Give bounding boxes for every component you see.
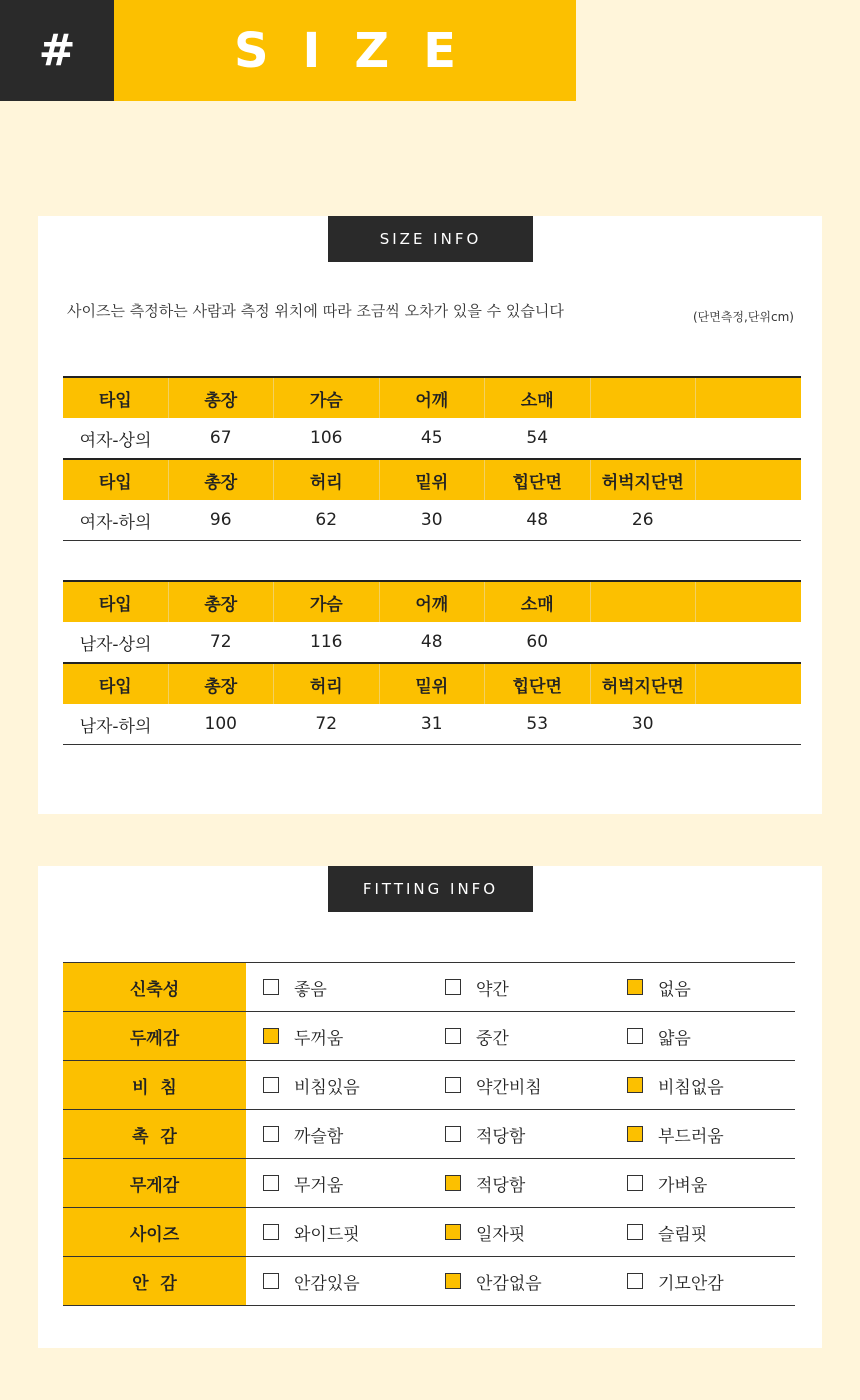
option-text: 약간 bbox=[476, 979, 509, 1000]
checkbox-unchecked-icon bbox=[445, 979, 461, 995]
table-row bbox=[63, 704, 801, 745]
header-cell: 밑위 bbox=[379, 663, 485, 704]
option-wrapper bbox=[263, 1073, 428, 1098]
header-cell: 밑위 bbox=[379, 459, 485, 500]
fitting-info-label: FITTING INFO bbox=[328, 866, 533, 912]
checkbox-checked-icon bbox=[445, 1273, 461, 1289]
value-cell bbox=[696, 622, 801, 663]
checkbox-checked-icon bbox=[627, 979, 643, 995]
checkbox-checked-icon bbox=[627, 1077, 643, 1093]
option-text: 부드러움 bbox=[658, 1126, 724, 1147]
option-wrapper bbox=[445, 1024, 610, 1049]
checkbox-checked-icon bbox=[445, 1224, 461, 1240]
option-text: 까슬함 bbox=[294, 1126, 344, 1147]
fitting-row bbox=[63, 1159, 795, 1208]
value-cell: 100 bbox=[168, 704, 274, 745]
fitting-label: 무게감 bbox=[63, 1159, 246, 1208]
fitting-label: 비 침 bbox=[63, 1061, 246, 1110]
header-cell: 타입 bbox=[63, 377, 168, 418]
fitting-row bbox=[63, 963, 795, 1012]
fitting-option bbox=[610, 1159, 795, 1208]
value-cell: 여자-상의 bbox=[63, 418, 168, 459]
fitting-label: 신축성 bbox=[63, 963, 246, 1012]
option-text: 안감있음 bbox=[294, 1273, 360, 1294]
option-text: 무거움 bbox=[294, 1175, 344, 1196]
value-cell: 106 bbox=[274, 418, 380, 459]
header-cell: 허리 bbox=[274, 663, 380, 704]
checkbox-unchecked-icon bbox=[263, 1126, 279, 1142]
fitting-option bbox=[610, 1257, 795, 1306]
checkbox-checked-icon bbox=[445, 1175, 461, 1191]
option-wrapper bbox=[627, 1269, 795, 1294]
checkbox-unchecked-icon bbox=[627, 1224, 643, 1240]
fitting-table bbox=[63, 962, 795, 1306]
checkbox-unchecked-icon bbox=[627, 1175, 643, 1191]
option-text: 없음 bbox=[658, 979, 691, 1000]
fitting-option bbox=[428, 1257, 610, 1306]
fitting-option bbox=[428, 1110, 610, 1159]
option-wrapper bbox=[445, 1073, 610, 1098]
option-text: 가벼움 bbox=[658, 1175, 708, 1196]
fitting-row bbox=[63, 1110, 795, 1159]
fitting-label: 안 감 bbox=[63, 1257, 246, 1306]
value-cell: 31 bbox=[379, 704, 485, 745]
table-row bbox=[63, 500, 801, 541]
header-cell: 가슴 bbox=[274, 581, 380, 622]
fitting-option bbox=[428, 1061, 610, 1110]
option-wrapper bbox=[445, 1220, 610, 1245]
option-text: 좋음 bbox=[294, 979, 327, 1000]
table-header-row bbox=[63, 459, 801, 500]
value-cell bbox=[696, 704, 801, 745]
header-cell: 어깨 bbox=[379, 377, 485, 418]
value-cell: 53 bbox=[485, 704, 591, 745]
men-size-table bbox=[63, 580, 801, 745]
option-wrapper bbox=[445, 1269, 610, 1294]
table-row bbox=[63, 418, 801, 459]
value-cell bbox=[590, 622, 696, 663]
checkbox-unchecked-icon bbox=[627, 1273, 643, 1289]
value-cell: 48 bbox=[485, 500, 591, 541]
header-cell: 힙단면 bbox=[485, 663, 591, 704]
fitting-option bbox=[610, 1208, 795, 1257]
option-text: 비침없음 bbox=[658, 1077, 724, 1098]
option-text: 두꺼움 bbox=[294, 1028, 344, 1049]
header-cell: 힙단면 bbox=[485, 459, 591, 500]
checkbox-unchecked-icon bbox=[263, 1077, 279, 1093]
value-cell: 26 bbox=[590, 500, 696, 541]
size-info-label: SIZE INFO bbox=[328, 216, 533, 262]
header-cell bbox=[696, 377, 801, 418]
fitting-label: 두께감 bbox=[63, 1012, 246, 1061]
option-text: 기모안감 bbox=[658, 1273, 724, 1294]
checkbox-unchecked-icon bbox=[263, 1273, 279, 1289]
header-cell: 총장 bbox=[168, 663, 274, 704]
size-unit: (단면측정,단위cm) bbox=[692, 310, 794, 324]
value-cell: 48 bbox=[379, 622, 485, 663]
fitting-option bbox=[428, 1012, 610, 1061]
size-note: 사이즈는 측정하는 사람과 측정 위치에 따라 조금씩 오차가 있을 수 있습니다 bbox=[67, 302, 564, 320]
fitting-option bbox=[246, 963, 428, 1012]
fitting-option bbox=[610, 1110, 795, 1159]
header-cell: 총장 bbox=[168, 581, 274, 622]
value-cell: 72 bbox=[168, 622, 274, 663]
table-header-row bbox=[63, 377, 801, 418]
value-cell: 116 bbox=[274, 622, 380, 663]
header-cell: 허벅지단면 bbox=[590, 459, 696, 500]
checkbox-checked-icon bbox=[263, 1028, 279, 1044]
option-wrapper bbox=[445, 1122, 610, 1147]
value-cell: 30 bbox=[590, 704, 696, 745]
value-cell: 30 bbox=[379, 500, 485, 541]
option-text: 비침있음 bbox=[294, 1077, 360, 1098]
checkbox-checked-icon bbox=[627, 1126, 643, 1142]
option-text: 슬림핏 bbox=[658, 1224, 708, 1245]
option-wrapper bbox=[445, 975, 610, 1000]
fitting-option bbox=[246, 1110, 428, 1159]
value-cell: 96 bbox=[168, 500, 274, 541]
header-cell: 총장 bbox=[168, 459, 274, 500]
fitting-label: 사이즈 bbox=[63, 1208, 246, 1257]
option-text: 와이드핏 bbox=[294, 1224, 360, 1245]
option-text: 적당함 bbox=[476, 1175, 526, 1196]
header-cell: 총장 bbox=[168, 377, 274, 418]
fitting-option bbox=[246, 1061, 428, 1110]
header-cell: 어깨 bbox=[379, 581, 485, 622]
value-cell bbox=[696, 500, 801, 541]
header-cell bbox=[696, 663, 801, 704]
table-header-row bbox=[63, 581, 801, 622]
option-text: 얇음 bbox=[658, 1028, 691, 1049]
header-cell: 허벅지단면 bbox=[590, 663, 696, 704]
option-wrapper bbox=[263, 1024, 428, 1049]
value-cell: 60 bbox=[485, 622, 591, 663]
table-row bbox=[63, 622, 801, 663]
size-info-card bbox=[38, 216, 822, 814]
fitting-row bbox=[63, 1257, 795, 1306]
header-cell: 타입 bbox=[63, 581, 168, 622]
option-wrapper bbox=[263, 1122, 428, 1147]
header-cell bbox=[696, 459, 801, 500]
header-cell: 허리 bbox=[274, 459, 380, 500]
table-header-row bbox=[63, 663, 801, 704]
option-wrapper bbox=[263, 1171, 428, 1196]
fitting-option bbox=[428, 1208, 610, 1257]
checkbox-unchecked-icon bbox=[445, 1126, 461, 1142]
option-wrapper bbox=[627, 1122, 795, 1147]
header-cell: 소매 bbox=[485, 581, 591, 622]
value-cell: 54 bbox=[485, 418, 591, 459]
value-cell bbox=[696, 418, 801, 459]
fitting-info-card bbox=[38, 866, 822, 1348]
option-wrapper bbox=[627, 975, 795, 1000]
fitting-option bbox=[610, 1012, 795, 1061]
value-cell: 45 bbox=[379, 418, 485, 459]
header-cell: 타입 bbox=[63, 459, 168, 500]
value-cell: 남자-하의 bbox=[63, 704, 168, 745]
women-size-table bbox=[63, 376, 801, 541]
option-text: 일자핏 bbox=[476, 1224, 526, 1245]
fitting-row bbox=[63, 1061, 795, 1110]
fitting-option bbox=[610, 963, 795, 1012]
option-wrapper bbox=[263, 1220, 428, 1245]
header-cell: 소매 bbox=[485, 377, 591, 418]
fitting-option bbox=[246, 1257, 428, 1306]
checkbox-unchecked-icon bbox=[627, 1028, 643, 1044]
checkbox-unchecked-icon bbox=[263, 979, 279, 995]
fitting-option bbox=[428, 963, 610, 1012]
header-cell bbox=[590, 581, 696, 622]
option-text: 적당함 bbox=[476, 1126, 526, 1147]
fitting-row bbox=[63, 1208, 795, 1257]
value-cell: 72 bbox=[274, 704, 380, 745]
option-wrapper bbox=[445, 1171, 610, 1196]
fitting-option bbox=[246, 1159, 428, 1208]
checkbox-unchecked-icon bbox=[445, 1028, 461, 1044]
fitting-option bbox=[428, 1159, 610, 1208]
checkbox-unchecked-icon bbox=[263, 1224, 279, 1240]
fitting-option bbox=[246, 1012, 428, 1061]
header-cell: 가슴 bbox=[274, 377, 380, 418]
value-cell: 여자-하의 bbox=[63, 500, 168, 541]
fitting-row bbox=[63, 1012, 795, 1061]
value-cell: 67 bbox=[168, 418, 274, 459]
option-wrapper bbox=[627, 1171, 795, 1196]
option-wrapper bbox=[263, 1269, 428, 1294]
option-text: 중간 bbox=[476, 1028, 509, 1049]
header-cell bbox=[696, 581, 801, 622]
header-hash: # bbox=[0, 0, 114, 101]
fitting-option bbox=[246, 1208, 428, 1257]
option-text: 안감없음 bbox=[476, 1273, 542, 1294]
option-wrapper bbox=[627, 1024, 795, 1049]
checkbox-unchecked-icon bbox=[445, 1077, 461, 1093]
option-wrapper bbox=[627, 1073, 795, 1098]
page-title: SIZE bbox=[114, 0, 576, 101]
checkbox-unchecked-icon bbox=[263, 1175, 279, 1191]
header-cell: 타입 bbox=[63, 663, 168, 704]
fitting-label: 촉 감 bbox=[63, 1110, 246, 1159]
header-cell bbox=[590, 377, 696, 418]
value-cell bbox=[590, 418, 696, 459]
fitting-option bbox=[610, 1061, 795, 1110]
option-text: 약간비침 bbox=[476, 1077, 542, 1098]
option-wrapper bbox=[263, 975, 428, 1000]
value-cell: 남자-상의 bbox=[63, 622, 168, 663]
option-wrapper bbox=[627, 1220, 795, 1245]
value-cell: 62 bbox=[274, 500, 380, 541]
